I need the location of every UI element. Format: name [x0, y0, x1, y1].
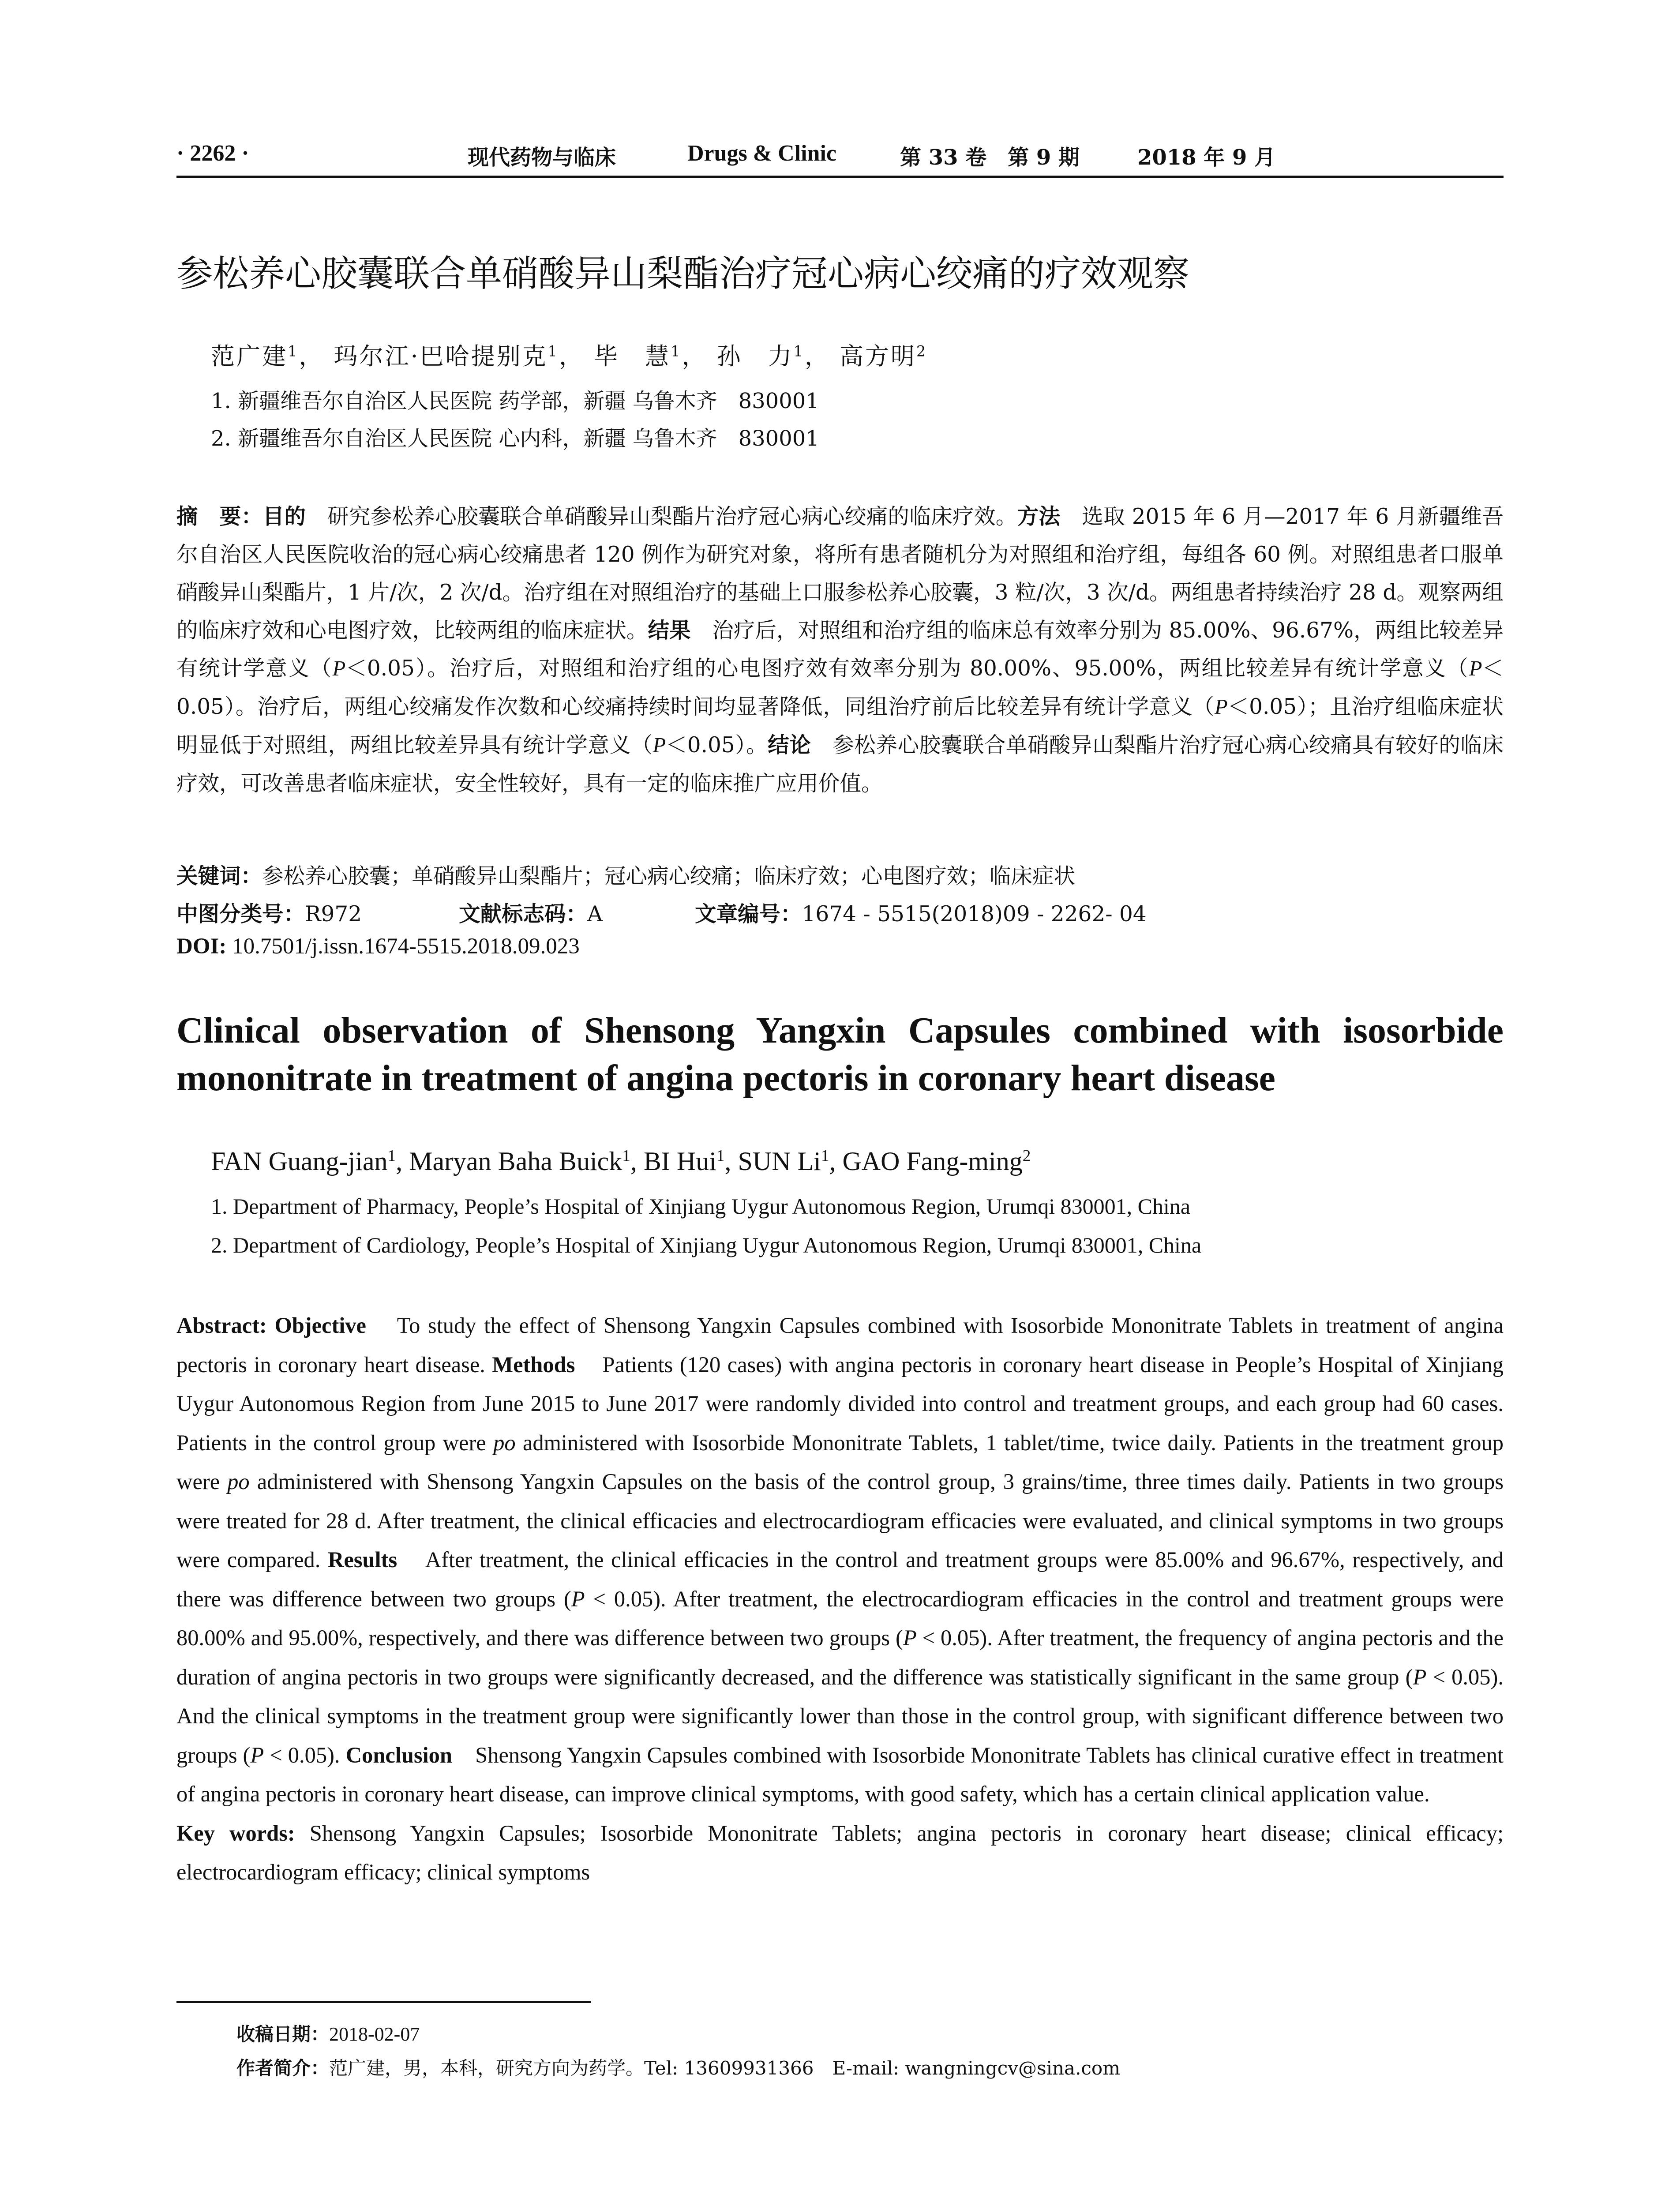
- methods-text: administered with Shensong Yangxin Capsules on the basis of the control group, 3 grains/time, three times daily. Patients in two groups were treated for 28 d. After treatment, the clinical efficacies and electrocardiogram efficacies were evaluated, and clinical symptoms in two groups were compared.: [176, 1469, 1504, 1572]
- author-name: 毕 慧: [594, 342, 671, 370]
- conclusion-text: Shensong Yangxin Capsules combined with Isosorbide Mononitrate Tablets has clinical curative effect in treatment of angina pectoris in coronary heart disease, can improve clinical symptoms, with good safety, which has a certain clinical application value.: [176, 1742, 1504, 1806]
- p-symbol: P: [332, 657, 346, 680]
- author-name: FAN Guang-jian: [211, 1147, 388, 1176]
- abstract-cn: [176, 498, 1504, 803]
- author-name: 高方明: [840, 342, 917, 370]
- article-number: [695, 897, 1147, 927]
- doc-code-label: 文献标志码：: [459, 902, 588, 927]
- abstract-label: Abstract:: [176, 1313, 267, 1338]
- abstract-en: [176, 1306, 1504, 1892]
- abstract-label: 摘 要：: [176, 504, 263, 529]
- objective-label: 目的: [262, 504, 306, 529]
- conclusion-label: Conclusion: [345, 1742, 452, 1767]
- conclusion-label: 结论: [768, 733, 811, 758]
- author-affil-mark: 1: [671, 342, 682, 360]
- results-text: ＜0.05）。: [666, 733, 768, 758]
- p-symbol: P: [250, 1742, 264, 1767]
- results-text: 治疗后，对照组和治疗组的临床总有效率分别为 85.00%、96.67%，两组比较差异有统计学意义（: [176, 618, 1504, 681]
- received-label: 收稿日期：: [236, 2023, 330, 2045]
- affiliation-cn-2: 2. 新疆维吾尔自治区人民医院 心内科，新疆 乌鲁木齐 830001: [211, 426, 819, 451]
- issue-date: 2018 年 9 月: [1137, 145, 1276, 170]
- objective-text: To study the effect of Shensong Yangxin Capsules combined with Isosorbide Mononitrate Tablets in treatment of angina pectoris in coronary heart disease.: [176, 1313, 1504, 1377]
- author-name: Maryan Baha Buick: [409, 1147, 622, 1176]
- p-symbol: P: [1214, 695, 1228, 719]
- author-affil-mark: 1: [622, 1147, 630, 1165]
- journal-name-en: Drugs & Clinic: [687, 141, 836, 166]
- objective-label: Objective: [274, 1313, 366, 1338]
- results-text: < 0.05).: [264, 1742, 340, 1767]
- methods-label: Methods: [492, 1352, 575, 1377]
- clc-value: R972: [305, 902, 362, 927]
- article-number-label: 文章编号：: [695, 902, 802, 927]
- author-affil-mark: 2: [916, 342, 928, 360]
- header-rule: [176, 176, 1504, 178]
- results-label: 结果: [648, 618, 691, 643]
- author-name: GAO Fang-ming: [842, 1147, 1023, 1176]
- objective-text: 研究参松养心胶囊联合单硝酸异山梨酯片治疗冠心病心绞痛的临床疗效。: [327, 504, 1017, 529]
- conclusion-text: 参松养心胶囊联合单硝酸异山梨酯片治疗冠心病心绞痛具有较好的临床疗效，可改善患者临床症状，安全性较好，具有一定的临床推广应用价值。: [176, 733, 1504, 796]
- doc-code: [459, 897, 603, 927]
- p-symbol: P: [652, 734, 666, 757]
- p-symbol: P: [1413, 1664, 1427, 1689]
- author-name: SUN Li: [738, 1147, 821, 1176]
- po-abbrev: po: [493, 1430, 516, 1455]
- received-date: [236, 2020, 420, 2046]
- doc-code-value: A: [587, 902, 603, 927]
- footnote-rule: [176, 2001, 591, 2003]
- author-affil-mark: 1: [288, 342, 299, 360]
- results-text: < 0.05). After treatment, the frequency of angina pectoris and the duration of angina pectoris in two groups were significantly decreased, and the difference was statistically significant in the same group (: [176, 1625, 1504, 1689]
- results-text: After treatment, the clinical efficacies in the control and treatment groups were 85.00% and 96.67%, respectively, and there was difference between two groups (: [176, 1547, 1504, 1611]
- volume-issue: 第 33 卷 第 9 期: [900, 145, 1080, 170]
- p-symbol: P: [1469, 657, 1482, 680]
- author-affil-mark: 1: [793, 342, 805, 360]
- author-bio-text: 范广建，男，本科，研究方向为药学。Tel: 13609931366 E-mail: wangningcv@sina.com: [329, 2057, 1121, 2079]
- author-name: 范广建: [211, 342, 288, 370]
- results-text: ＜0.05）；且治疗组临床症状明显低于对照组，两组比较差异具有统计学意义（: [176, 694, 1504, 758]
- page-number: · 2262 ·: [176, 141, 249, 166]
- author-affil-mark: 1: [716, 1147, 725, 1165]
- affiliation-en-2: 2. Department of Cardiology, People’s Hospital of Xinjiang Uygur Autonomous Region, Urumqi 830001, China: [211, 1233, 1202, 1257]
- methods-label: 方法: [1017, 504, 1061, 529]
- clc-label: 中图分类号：: [176, 902, 305, 927]
- results-text: ＜0.05）。治疗后，对照组和治疗组的心电图疗效有效率分别为 80.00%、95.00%，两组比较差异有统计学意义（: [345, 656, 1469, 681]
- results-text: < 0.05). And the clinical symptoms in the treatment group were significantly lower than those in the control group, with significant difference between two groups (: [176, 1664, 1504, 1767]
- author-name: BI Hui: [643, 1147, 716, 1176]
- methods-text: Patients (120 cases) with angina pectoris in coronary heart disease in People’s Hospital of Xinjiang Uygur Autonomous Region from June 2015 to June 2017 were randomly divided into control and treatment groups, and each group had 60 cases. Patients in the control group were: [176, 1352, 1504, 1455]
- doi-row: [176, 934, 580, 959]
- keywords-label: Key words:: [176, 1820, 295, 1846]
- author-bio: [236, 2054, 1120, 2080]
- keywords-cn: [176, 859, 1075, 889]
- author-name: 孙 力: [716, 342, 794, 370]
- affiliation-cn-1: 1. 新疆维吾尔自治区人民医院 药学部，新疆 乌鲁木齐 830001: [211, 389, 819, 413]
- results-text: < 0.05). After treatment, the electrocardiogram efficacies in the control and treatment groups were 80.00% and 95.00%, respectively, and there was difference between two groups (: [176, 1586, 1504, 1650]
- received-value: 2018-02-07: [329, 2023, 420, 2045]
- methods-text: administered with Isosorbide Mononitrate Tablets, 1 tablet/time, twice daily. Patients in the treatment group were: [176, 1430, 1504, 1494]
- results-label: Results: [328, 1547, 398, 1572]
- running-header: [176, 140, 1500, 180]
- keywords-text: 参松养心胶囊；单硝酸异山梨酯片；冠心病心绞痛；临床疗效；心电图疗效；临床症状: [262, 864, 1076, 889]
- author-affil-mark: 1: [387, 1147, 396, 1165]
- author-affil-mark: 1: [821, 1147, 829, 1165]
- author-list-en: FAN Guang-jian$^1$, Maryan Baha Buick$^1$, BI Hui$^1$, SUN Li$^1$, GAO Fang-ming$^2$: [211, 1147, 1031, 1176]
- po-abbrev: po: [227, 1469, 250, 1494]
- doi-label: DOI:: [176, 934, 227, 959]
- keywords-label: 关键词：: [176, 864, 262, 889]
- results-text: ＜0.05）。治疗后，两组心绞痛发作次数和心绞痛持续时间均显著降低，同组治疗前后比较差异有统计学意义（: [176, 656, 1504, 719]
- author-list-cn: 范广建$^1$， 玛尔江·巴哈提别克$^1$， 毕 慧$^1$， 孙 力$^1$， 高方明$^2$: [211, 342, 928, 370]
- article-title-cn: 参松养心胶囊联合单硝酸异山梨酯治疗冠心病心绞痛的疗效观察: [176, 253, 1190, 295]
- article-number-value: 1674 - 5515(2018)09 - 2262- 04: [802, 902, 1147, 927]
- methods-text: 选取 2015 年 6 月—2017 年 6 月新疆维吾尔自治区人民医院收治的冠心病心绞痛患者 120 例作为研究对象，将所有患者随机分为对照组和治疗组，每组各 60 例。对照组患者口服单硝酸异山梨酯片，1 片/次，2 次/d。治疗组在对照组治疗的基础上口服参松养心胶囊，3 粒/次，3 次/d。两组患者持续治疗 28 d。观察两组的临床疗效和心电图疗效，比较两组的临床症状。: [176, 504, 1504, 643]
- author-name: 玛尔江·巴哈提别克: [334, 342, 548, 370]
- author-bio-label: 作者简介：: [236, 2057, 330, 2079]
- p-symbol: P: [571, 1586, 585, 1611]
- keywords-text: Shensong Yangxin Capsules; Isosorbide Mononitrate Tablets; angina pectoris in coronary heart disease; clinical efficacy; electrocardiogram efficacy; clinical symptoms: [176, 1820, 1504, 1884]
- doi-value: 10.7501/j.issn.1674-5515.2018.09.023: [232, 934, 580, 959]
- author-affil-mark: 2: [1022, 1147, 1031, 1165]
- author-affil-mark: 1: [548, 342, 559, 360]
- p-symbol: P: [903, 1625, 917, 1650]
- article-title-en: Clinical observation of Shensong Yangxin Capsules combined with isosorbide mononitrate in treatment of angina pectoris in coronary heart disease: [176, 1010, 1504, 1099]
- journal-name-cn: 现代药物与临床: [468, 145, 616, 170]
- affiliation-en-1: 1. Department of Pharmacy, People’s Hospital of Xinjiang Uygur Autonomous Region, Urumqi 830001, China: [211, 1194, 1191, 1219]
- classification-row: [176, 897, 1147, 927]
